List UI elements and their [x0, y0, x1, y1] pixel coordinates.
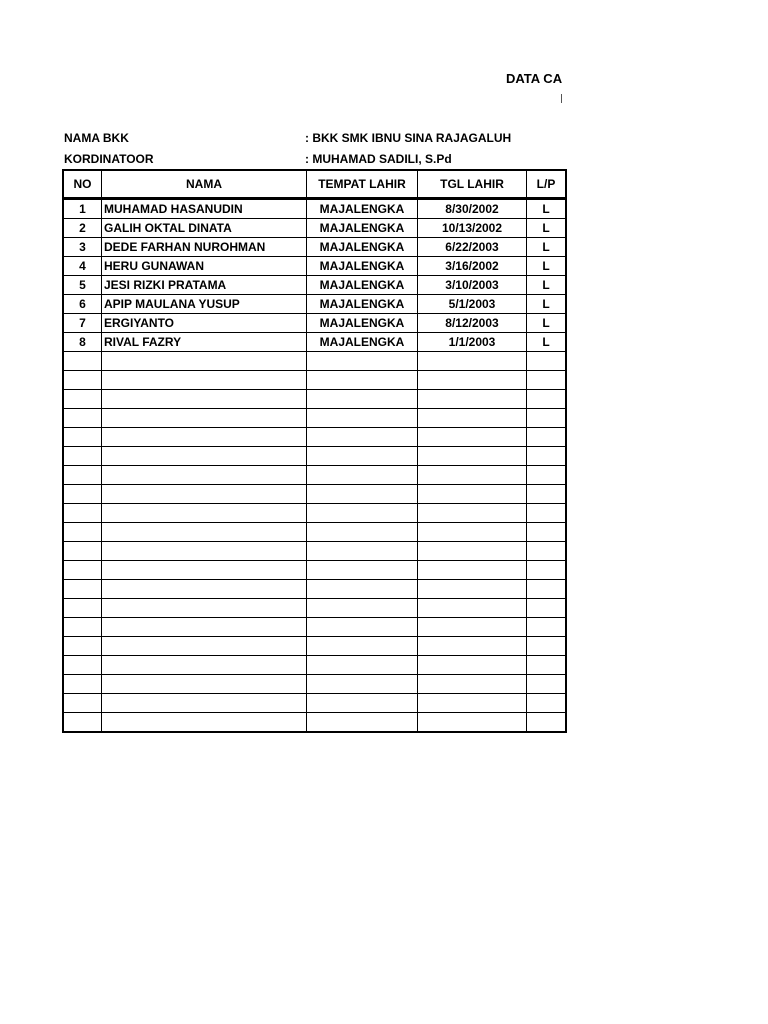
cell-no [63, 523, 102, 542]
cell-lp [527, 675, 567, 694]
cell-nama: HERU GUNAWAN [102, 257, 307, 276]
cell-tgl-lahir [418, 485, 527, 504]
cell-nama [102, 599, 307, 618]
table-row [63, 238, 566, 257]
table-row [63, 333, 566, 352]
cell-tempat-lahir [307, 504, 418, 523]
cell-tempat-lahir [307, 466, 418, 485]
cell-tgl-lahir: 5/1/2003 [418, 295, 527, 314]
cell-lp [527, 352, 567, 371]
cell-no [63, 542, 102, 561]
cell-tgl-lahir [418, 618, 527, 637]
cell-nama: GALIH OKTAL DINATA [102, 219, 307, 238]
cell-lp: L [527, 333, 567, 352]
table-row [63, 675, 566, 694]
header-row [63, 170, 566, 199]
cell-tgl-lahir: 10/13/2002 [418, 219, 527, 238]
cell-tgl-lahir: 3/16/2002 [418, 257, 527, 276]
koordinator-value: : MUHAMAD SADILI, S.Pd [305, 152, 452, 166]
table-row [63, 199, 566, 219]
cell-no: 3 [63, 238, 102, 257]
table-row [63, 428, 566, 447]
cell-tempat-lahir [307, 371, 418, 390]
cell-lp: L [527, 199, 567, 219]
cell-no [63, 390, 102, 409]
cell-tgl-lahir: 8/12/2003 [418, 314, 527, 333]
table-row [63, 257, 566, 276]
cell-nama [102, 466, 307, 485]
cell-nama [102, 542, 307, 561]
cell-tgl-lahir [418, 504, 527, 523]
cell-tgl-lahir [418, 352, 527, 371]
text-cursor-mark [561, 94, 562, 103]
cell-tgl-lahir [418, 561, 527, 580]
cell-lp [527, 637, 567, 656]
cell-tempat-lahir [307, 618, 418, 637]
cell-no [63, 561, 102, 580]
cell-lp [527, 504, 567, 523]
table-row [63, 637, 566, 656]
cell-lp: L [527, 257, 567, 276]
cell-no [63, 618, 102, 637]
cell-nama [102, 656, 307, 675]
cell-tgl-lahir [418, 599, 527, 618]
cell-tgl-lahir: 8/30/2002 [418, 199, 527, 219]
cell-tgl-lahir: 1/1/2003 [418, 333, 527, 352]
cell-no [63, 675, 102, 694]
cell-tempat-lahir [307, 409, 418, 428]
cell-tempat-lahir [307, 561, 418, 580]
page-title: DATA CA [506, 71, 563, 86]
table-header [63, 170, 566, 199]
table-row [63, 390, 566, 409]
cell-tgl-lahir [418, 390, 527, 409]
table-row [63, 409, 566, 428]
cell-nama [102, 580, 307, 599]
table-row [63, 713, 566, 733]
cell-tempat-lahir [307, 428, 418, 447]
cell-nama [102, 713, 307, 733]
cell-tempat-lahir [307, 485, 418, 504]
koordinator-label: KORDINATOOR [64, 152, 154, 166]
cell-nama [102, 390, 307, 409]
cell-tgl-lahir [418, 694, 527, 713]
header-tgl-lahir: TGL LAHIR [418, 170, 527, 199]
cell-no [63, 656, 102, 675]
cell-tempat-lahir [307, 599, 418, 618]
cell-no [63, 713, 102, 733]
cell-nama: APIP MAULANA YUSUP [102, 295, 307, 314]
table-row [63, 219, 566, 238]
cell-tgl-lahir: 3/10/2003 [418, 276, 527, 295]
table-row [63, 371, 566, 390]
cell-tempat-lahir: MAJALENGKA [307, 333, 418, 352]
cell-nama [102, 352, 307, 371]
cell-no [63, 637, 102, 656]
table-row [63, 599, 566, 618]
cell-nama [102, 428, 307, 447]
cell-tempat-lahir: MAJALENGKA [307, 238, 418, 257]
cell-nama [102, 694, 307, 713]
cell-tempat-lahir [307, 580, 418, 599]
header-tempat-lahir: TEMPAT LAHIR [307, 170, 418, 199]
table-row [63, 656, 566, 675]
table-row [63, 314, 566, 333]
cell-lp [527, 599, 567, 618]
cell-nama [102, 485, 307, 504]
cell-no [63, 466, 102, 485]
cell-tgl-lahir [418, 656, 527, 675]
nama-bkk-value: : BKK SMK IBNU SINA RAJAGALUH [305, 131, 512, 145]
cell-nama [102, 523, 307, 542]
cell-lp [527, 390, 567, 409]
cell-lp: L [527, 219, 567, 238]
cell-nama [102, 618, 307, 637]
cell-no: 7 [63, 314, 102, 333]
cell-nama: DEDE FARHAN NUROHMAN [102, 238, 307, 257]
cell-tempat-lahir: MAJALENGKA [307, 219, 418, 238]
cell-tempat-lahir [307, 637, 418, 656]
cell-nama [102, 561, 307, 580]
table-row [63, 295, 566, 314]
cell-lp [527, 485, 567, 504]
cell-no [63, 409, 102, 428]
cell-no: 2 [63, 219, 102, 238]
cell-lp [527, 428, 567, 447]
cell-lp: L [527, 314, 567, 333]
cell-tgl-lahir [418, 447, 527, 466]
cell-no [63, 694, 102, 713]
header-no: NO [63, 170, 102, 199]
cell-tempat-lahir: MAJALENGKA [307, 314, 418, 333]
cell-tgl-lahir [418, 542, 527, 561]
header-nama: NAMA [102, 170, 307, 199]
cell-lp: L [527, 295, 567, 314]
cell-no: 6 [63, 295, 102, 314]
cell-tgl-lahir [418, 580, 527, 599]
cell-lp [527, 656, 567, 675]
cell-no [63, 580, 102, 599]
cell-nama [102, 504, 307, 523]
cell-no: 5 [63, 276, 102, 295]
cell-lp [527, 371, 567, 390]
cell-nama: JESI RIZKI PRATAMA [102, 276, 307, 295]
cell-nama: RIVAL FAZRY [102, 333, 307, 352]
cell-no [63, 428, 102, 447]
cell-no [63, 485, 102, 504]
cell-no [63, 599, 102, 618]
cell-nama [102, 371, 307, 390]
cell-lp [527, 561, 567, 580]
cell-tempat-lahir [307, 447, 418, 466]
cell-lp [527, 694, 567, 713]
table-row [63, 580, 566, 599]
cell-lp [527, 466, 567, 485]
cell-no [63, 504, 102, 523]
cell-tempat-lahir [307, 694, 418, 713]
cell-lp [527, 618, 567, 637]
cell-no: 8 [63, 333, 102, 352]
table-row [63, 466, 566, 485]
cell-tempat-lahir: MAJALENGKA [307, 295, 418, 314]
cell-lp [527, 409, 567, 428]
cell-no [63, 352, 102, 371]
table-row [63, 561, 566, 580]
cell-tgl-lahir [418, 428, 527, 447]
cell-tempat-lahir: MAJALENGKA [307, 276, 418, 295]
cell-no: 4 [63, 257, 102, 276]
table-row [63, 504, 566, 523]
student-table [62, 169, 567, 733]
table-body [63, 199, 566, 733]
table-row [63, 618, 566, 637]
table-row [63, 485, 566, 504]
table-row [63, 447, 566, 466]
cell-nama: MUHAMAD HASANUDIN [102, 199, 307, 219]
cell-tgl-lahir [418, 523, 527, 542]
cell-tgl-lahir [418, 637, 527, 656]
cell-lp [527, 447, 567, 466]
nama-bkk-label: NAMA BKK [64, 131, 129, 145]
cell-lp [527, 713, 567, 733]
cell-nama [102, 637, 307, 656]
cell-tempat-lahir: MAJALENGKA [307, 199, 418, 219]
table-row [63, 542, 566, 561]
cell-tgl-lahir [418, 713, 527, 733]
cell-tempat-lahir: MAJALENGKA [307, 257, 418, 276]
cell-tempat-lahir [307, 523, 418, 542]
cell-tempat-lahir [307, 713, 418, 733]
cell-tempat-lahir [307, 675, 418, 694]
cell-tgl-lahir [418, 466, 527, 485]
cell-tgl-lahir: 6/22/2003 [418, 238, 527, 257]
cell-lp: L [527, 276, 567, 295]
cell-nama [102, 447, 307, 466]
cell-tempat-lahir [307, 542, 418, 561]
cell-lp [527, 523, 567, 542]
cell-nama: ERGIYANTO [102, 314, 307, 333]
cell-tgl-lahir [418, 675, 527, 694]
cell-nama [102, 675, 307, 694]
cell-no [63, 447, 102, 466]
cell-no [63, 371, 102, 390]
cell-tempat-lahir [307, 656, 418, 675]
cell-tgl-lahir [418, 409, 527, 428]
table-row [63, 352, 566, 371]
cell-lp: L [527, 238, 567, 257]
header-lp: L/P [527, 170, 567, 199]
cell-lp [527, 580, 567, 599]
table-row [63, 276, 566, 295]
cell-no: 1 [63, 199, 102, 219]
cell-nama [102, 409, 307, 428]
cell-tempat-lahir [307, 390, 418, 409]
table-row [63, 694, 566, 713]
cell-tempat-lahir [307, 352, 418, 371]
table-row [63, 523, 566, 542]
cell-lp [527, 542, 567, 561]
cell-tgl-lahir [418, 371, 527, 390]
